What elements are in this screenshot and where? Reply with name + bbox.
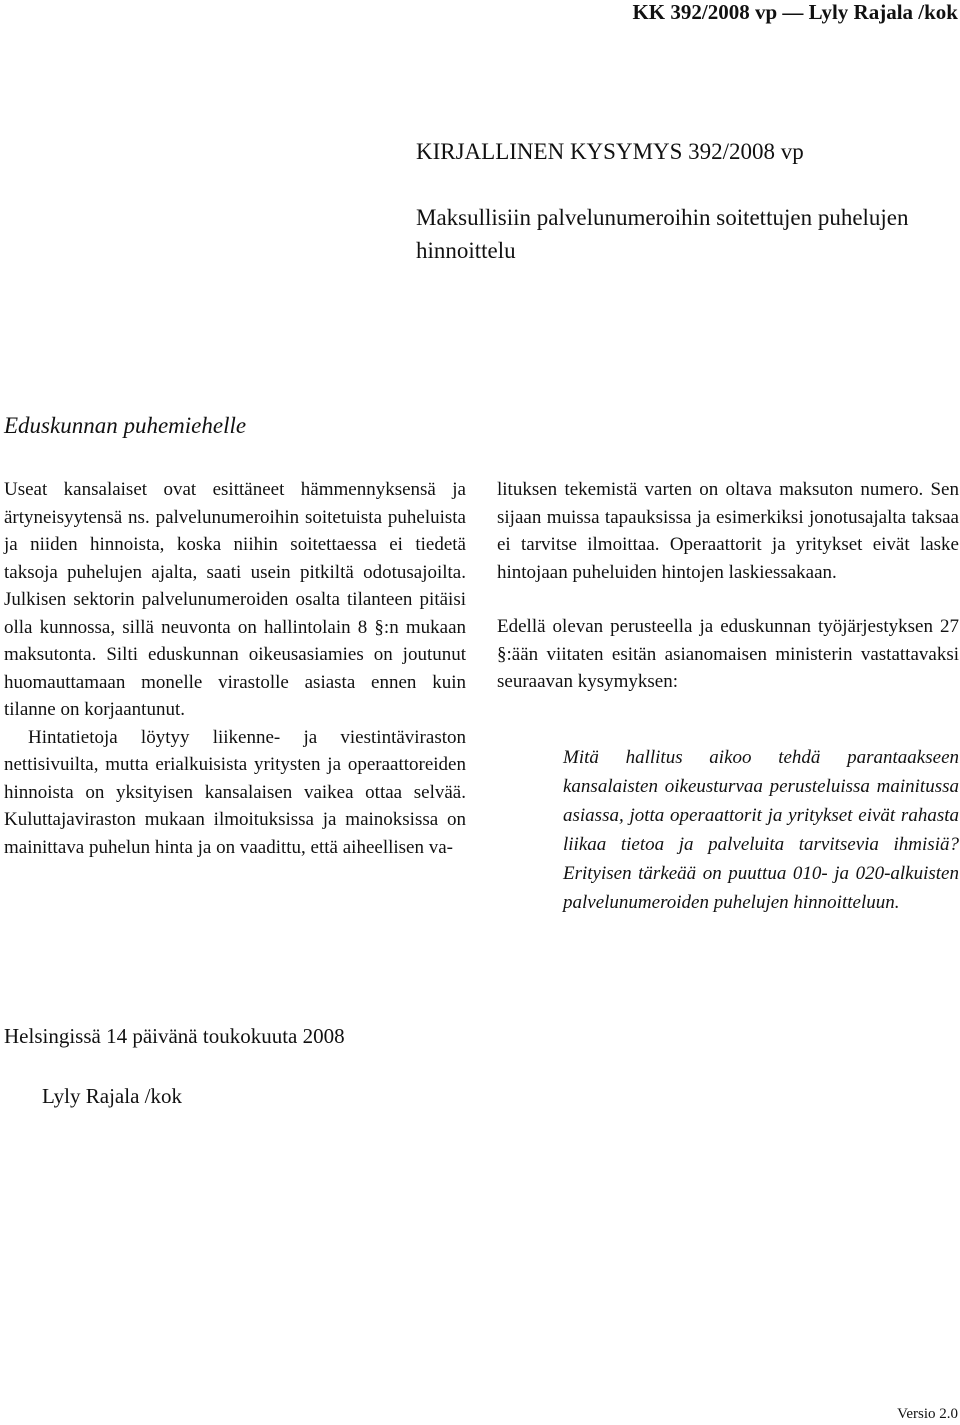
body-paragraph: Edellä olevan perusteella ja eduskunnan työjärjestyksen 27 §:ään viitaten esitän asianomaisen ministerin vastattavaksi seuraavan kysymyksen:: [497, 616, 959, 692]
question-block: [563, 743, 959, 917]
body-paragraph: Useat kansalaiset ovat esittäneet hämmennyksensä ja ärtyneisyytensä ns. palvelunumeroihin soitetuista puheluista ja niiden hinnoista, koska niihin soitettaessa ei tiedetä taksoja puhelujen ajalta, saati usein pitkiltä odotusajoilta. Julkisen sektorin palvelunumeroiden osalta tilanteen pitäisi olla kunnossa, sillä neuvonta on hallintolain 8 §:n mukaan maksutonta. Silti eduskunnan oikeusasiamies on joutunut huomauttamaan monelle virastolle asiasta ennen kuin tilanne on korjaantunut.: [4, 479, 466, 720]
document-subject: Maksullisiin palvelunumeroihin soitettujen puhelujen hinnoittelu: [416, 205, 909, 263]
body-paragraph: Hintatietoja löytyy liikenne- ja viestintäviraston nettisivuilta, mutta erialkuisista yritysten ja operaattoreiden hinnoista on yksityisen kansalaisen vaikea ottaa selvää. Kuluttajaviraston mukaan ilmoituksissa ja mainoksissa on mainittava puhelun hinta ja on vaadittu, että aiheellisen va-: [4, 726, 466, 858]
place-and-date: Helsingissä 14 päivänä toukokuuta 2008: [4, 1024, 345, 1048]
addressee: Eduskunnan puhemiehelle: [4, 413, 247, 438]
right-column: [497, 476, 959, 696]
running-header: KK 392/2008 vp — Lyly Rajala /kok: [632, 0, 958, 24]
left-column: [4, 476, 466, 861]
question-text: Mitä hallitus aikoo tehdä parantaakseen kansalaisten oikeusturvaa perusteluissa mainitussa asiassa, jotta operaattorit ja yritykset eivät rahasta liikaa tietoa ja palveluita tarvitsevia ihmisiä? Erityisen tärkeää on puuttua 010- ja 020-alkuisten palvelunumeroiden puhelujen hinnoitteluun.: [563, 747, 959, 913]
document-title: KIRJALLINEN KYSYMYS 392/2008 vp: [416, 139, 804, 164]
version-label: Versio 2.0: [897, 1406, 958, 1422]
signer-name: Lyly Rajala /kok: [42, 1084, 182, 1108]
body-paragraph: lituksen tekemistä varten on oltava maksuton numero. Sen sijaan muissa tapauksissa ja esimerkiksi jonotusajalta taksaa ei tarvitse ilmoittaa. Operaattorit ja yritykset eivät laske hintojaan puheluiden hintojen laskiessakaan.: [497, 479, 959, 583]
